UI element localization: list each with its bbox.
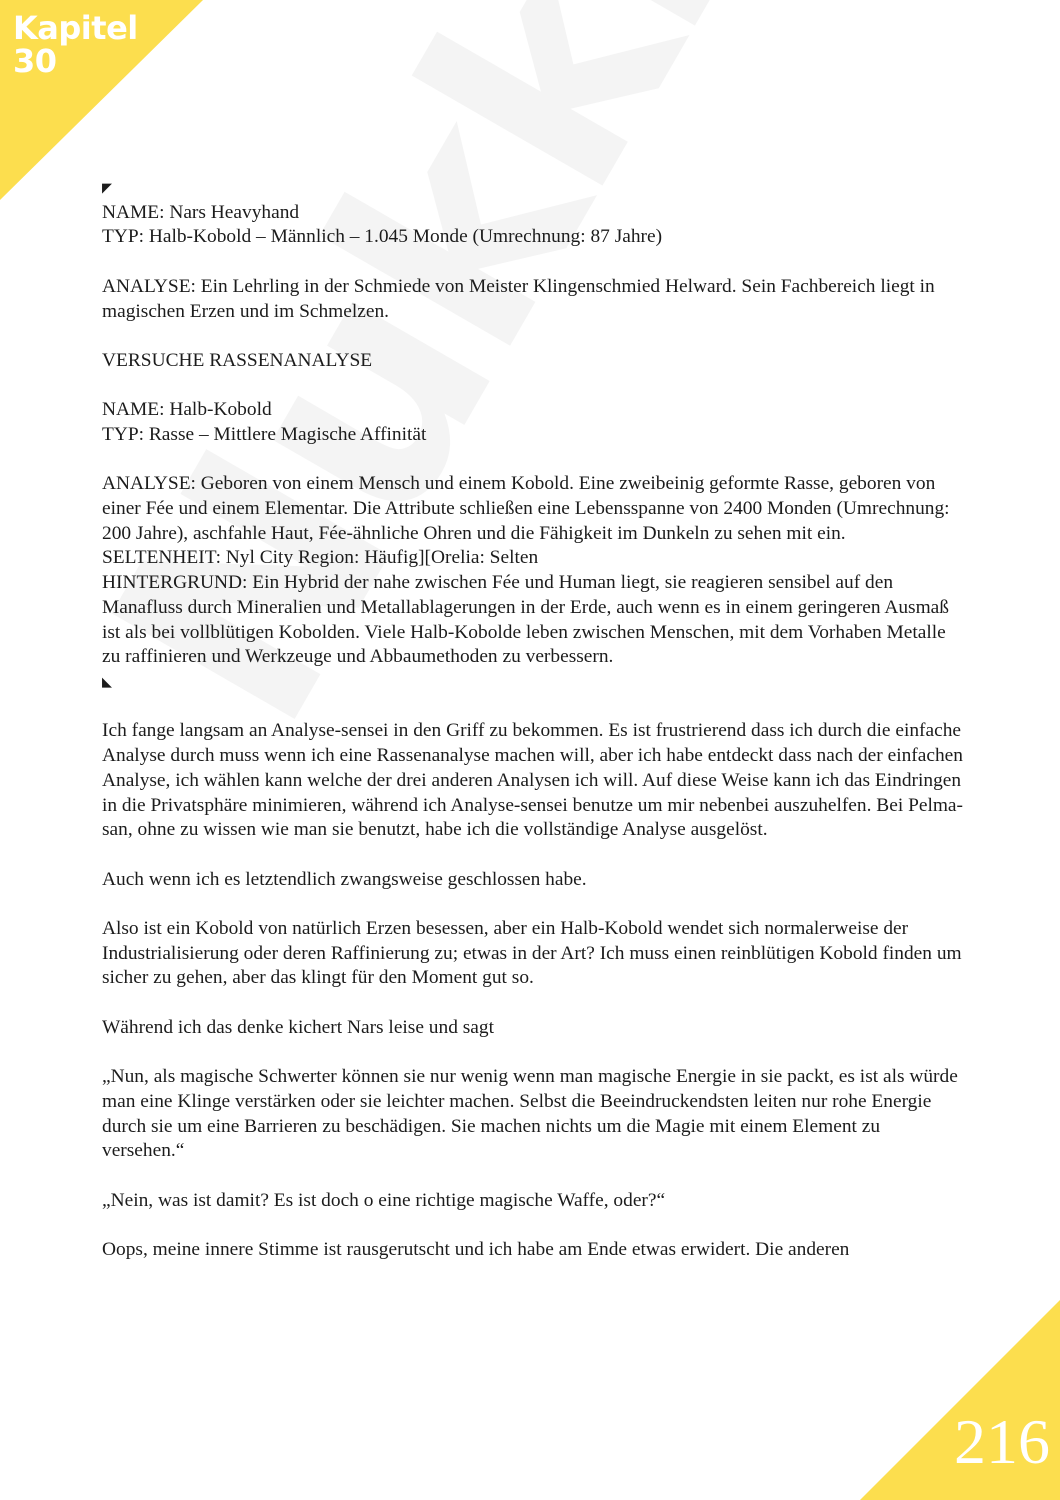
person-name-line: NAME: Nars Heavyhand xyxy=(102,201,300,223)
race-type-line: TYP: Rasse – Mittlere Magische Affinität xyxy=(102,423,427,445)
page-content xyxy=(102,176,964,1263)
chapter-word: Kapitel xyxy=(13,9,138,47)
status-box-open-marker: ◤ xyxy=(102,180,112,195)
chapter-number: 30 xyxy=(13,42,57,80)
person-type-line: TYP: Halb-Kobold – Männlich – 1.045 Monde (Umrechnung: 87 Jahre) xyxy=(102,226,663,248)
paragraph: Oops, meine innere Stimme ist rausgerutscht und ich habe am Ende etwas erwidert. Die anderen xyxy=(102,1239,850,1261)
status-box-close-marker: ◣ xyxy=(102,674,112,689)
paragraph: Also ist ein Kobold von natürlich Erzen besessen, aber ein Halb-Kobold wendet sich normalerweise der Industrialisierung oder deren Raffinierung zu; etwas in der Art? Ich muss einen reinblütigen Kobold finden um sicher zu gehen, aber das klingt für den Moment gut so. xyxy=(102,917,962,989)
race-analysis-attempt: VERSUCHE RASSENANALYSE xyxy=(102,349,373,371)
race-rarity: SELTENHEIT: Nyl City Region: Häufig][Orelia: Selten xyxy=(102,547,539,569)
paragraph: Ich fange langsam an Analyse-sensei in den Griff zu bekommen. Es ist frustrierend dass ich durch die einfache Analyse durch muss wenn ich eine Rassenanalyse machen will, aber ich habe entdeckt dass nach der einfachen Analyse, ich wählen kann welche der drei anderen Analysen ich will. Auf diese Weise kann ich das Eindringen in die Privatsphäre minimieren, während ich Analyse-sensei benutze um mir nebenbei auszuhelfen. Bei Pelma-san, ohne zu wissen wie man sie benutzt, habe ich die vollständige Analyse ausgelöst. xyxy=(102,720,963,841)
paragraph: „Nun, als magische Schwerter können sie nur wenig wenn man magische Energie in sie packt, es ist als würde man eine Klinge verstärken oder sie leichter machen. Selbst die Beeindruckendsten leiten nur rohe Energie durch sie um eine Barrieren zu beschädigen. Sie machen nichts um die Magie mit einem Element zu versehen.“ xyxy=(102,1066,958,1162)
page-number: 216 xyxy=(954,1406,1050,1477)
race-name-line: NAME: Halb-Kobold xyxy=(102,399,272,421)
race-analysis: ANALYSE: Geboren von einem Mensch und einem Kobold. Eine zweibeinig geformte Rasse, geboren von einer Fée und einem Elementar. Die Attribute schließen eine Lebensspanne von 2400 Monden (Umrechnung: 200 Jahre), aschfahle Haut, Fée-ähnliche Ohren und die Fähigkeit im Dunkeln zu sehen mit ein. xyxy=(102,473,950,544)
race-background: HINTERGRUND: Ein Hybrid der nahe zwischen Fée und Human liegt, sie reagieren sensibel auf den Manafluss durch Mineralien und Metallablagerungen in der Erde, auch wenn es in einem geringeren Ausmaß ist als bei vollblütigen Kobolden. Viele Halb-Kobolde leben zwischen Menschen, mit dem Vorhaben Metalle zu raffinieren und Werkzeuge und Abbaumethoden zu verbessern. xyxy=(102,572,949,668)
chapter-label xyxy=(13,9,138,80)
paragraph: Auch wenn ich es letztendlich zwangsweise geschlossen habe. xyxy=(102,868,587,890)
person-analysis: ANALYSE: Ein Lehrling in der Schmiede von Meister Klingenschmied Helward. Sein Fachbereich liegt in magischen Erzen und im Schmelzen. xyxy=(102,275,935,322)
paragraph: Während ich das denke kichert Nars leise und sagt xyxy=(102,1016,494,1038)
paragraph: „Nein, was ist damit? Es ist doch o eine richtige magische Waffe, oder?“ xyxy=(102,1189,666,1211)
